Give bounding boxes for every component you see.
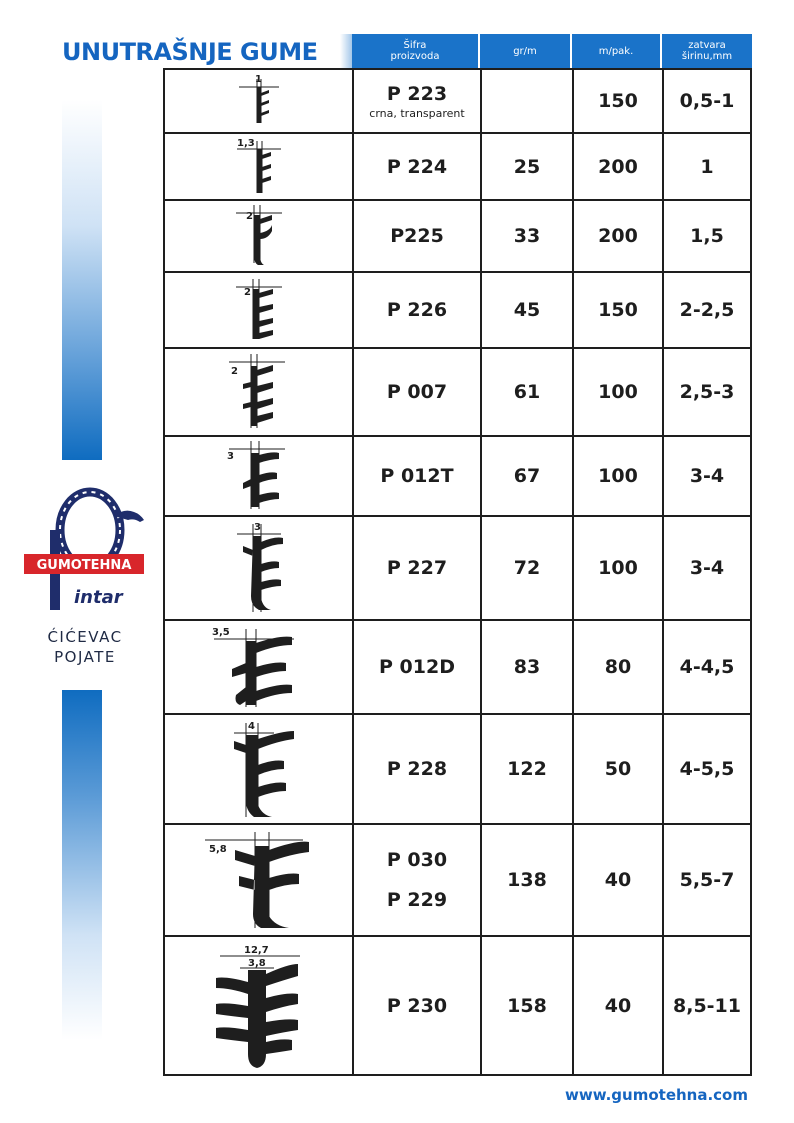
- product-table: [163, 68, 752, 1076]
- table-row: [165, 715, 750, 825]
- product-code: P 226: [352, 273, 480, 347]
- header-zatvara: zatvara širinu,mm: [662, 34, 752, 68]
- closes-width: 0,5-1: [662, 70, 750, 132]
- header-grm: gr/m: [480, 34, 570, 68]
- profile-drawing: [165, 134, 352, 199]
- profile-drawing: [165, 273, 352, 347]
- closes-width: 2-2,5: [662, 273, 750, 347]
- profile-drawing: [165, 70, 352, 132]
- closes-width: 4-4,5: [662, 621, 750, 713]
- profile-p226-icon: [224, 275, 294, 345]
- header-mpak: m/pak.: [572, 34, 660, 68]
- profile-drawing: [165, 715, 352, 823]
- decor-gradient-bar-top: [62, 100, 102, 460]
- table-row: [165, 437, 750, 517]
- product-code-alt: P 229: [386, 889, 448, 911]
- grams-per-meter: 45: [480, 273, 572, 347]
- table-row: [165, 273, 750, 349]
- profile-p228-icon: [214, 717, 304, 821]
- svg-text:5,8: 5,8: [208, 844, 227, 855]
- profile-drawing: [165, 201, 352, 271]
- product-code: P 223: [386, 82, 448, 105]
- closes-width: 3-4: [662, 437, 750, 515]
- profile-drawing: [165, 437, 352, 515]
- table-row: [165, 201, 750, 273]
- meters-per-pack: 150: [572, 273, 662, 347]
- svg-text:3,5: 3,5: [211, 627, 230, 638]
- profile-drawing: [165, 825, 352, 935]
- profile-p030-icon: [199, 828, 319, 932]
- meters-per-pack: 40: [572, 825, 662, 935]
- meters-per-pack: 200: [572, 201, 662, 271]
- logo-brand: GUMOTEHNA: [36, 558, 132, 573]
- closes-width: 8,5-11: [662, 937, 750, 1074]
- table-row: [165, 825, 750, 937]
- meters-per-pack: 80: [572, 621, 662, 713]
- profile-drawing: [165, 937, 352, 1074]
- grams-per-meter: 33: [480, 201, 572, 271]
- grams-per-meter: 25: [480, 134, 572, 199]
- profile-p227-icon: [219, 520, 299, 616]
- closes-width: 2,5-3: [662, 349, 750, 435]
- closes-width: 1: [662, 134, 750, 199]
- grams-per-meter: 67: [480, 437, 572, 515]
- closes-width: 1,5: [662, 201, 750, 271]
- grams-per-meter: 83: [480, 621, 572, 713]
- profile-p012t-icon: [221, 439, 297, 513]
- table-row: [165, 134, 750, 201]
- svg-text:1: 1: [254, 74, 262, 85]
- website-link[interactable]: www.gumotehna.com: [564, 1086, 748, 1104]
- product-code: P225: [352, 201, 480, 271]
- product-code: P 228: [352, 715, 480, 823]
- profile-p007-icon: [221, 352, 297, 432]
- svg-text:12,7: 12,7: [243, 944, 269, 956]
- profile-p012d-icon: [204, 623, 314, 711]
- svg-text:intar: intar: [74, 587, 123, 608]
- grams-per-meter: 61: [480, 349, 572, 435]
- svg-text:2: 2: [245, 211, 253, 222]
- grams-per-meter: 138: [480, 825, 572, 935]
- profile-p223-icon: [229, 73, 289, 129]
- product-code: P 227: [352, 517, 480, 619]
- meters-per-pack: 150: [572, 70, 662, 132]
- city-line-2: POJATE: [54, 648, 116, 666]
- meters-per-pack: 200: [572, 134, 662, 199]
- product-code: P 012D: [352, 621, 480, 713]
- table-row: [165, 517, 750, 621]
- meters-per-pack: 40: [572, 937, 662, 1074]
- product-color: crna, transparent: [369, 106, 465, 120]
- svg-text:3,8: 3,8: [247, 957, 266, 969]
- table-row: [165, 70, 750, 134]
- profile-p225-icon: [224, 203, 294, 269]
- closes-width: 4-5,5: [662, 715, 750, 823]
- city-line-1: ĆIĆEVAC: [47, 628, 123, 646]
- grams-per-meter: 72: [480, 517, 572, 619]
- grams-per-meter: 122: [480, 715, 572, 823]
- svg-text:4: 4: [247, 721, 255, 732]
- profile-p230-icon: [204, 942, 314, 1070]
- table-row: [165, 621, 750, 715]
- grams-per-meter: [480, 70, 572, 132]
- product-code: P 012T: [352, 437, 480, 515]
- profile-drawing: [165, 517, 352, 619]
- product-code: P 230: [352, 937, 480, 1074]
- product-code: P 007: [352, 349, 480, 435]
- svg-text:3: 3: [253, 522, 261, 533]
- profile-p224-icon: [219, 137, 299, 197]
- decor-gradient-bar-bottom: [62, 690, 102, 1040]
- meters-per-pack: 100: [572, 517, 662, 619]
- product-code: P 030: [386, 849, 448, 871]
- svg-text:1,3: 1,3: [236, 137, 255, 149]
- profile-drawing: [165, 621, 352, 713]
- svg-text:3: 3: [226, 451, 234, 462]
- profile-drawing: [165, 349, 352, 435]
- table-row: [165, 349, 750, 437]
- closes-width: 5,5-7: [662, 825, 750, 935]
- svg-text:2: 2: [230, 366, 238, 377]
- gumotehna-logo: [14, 480, 154, 620]
- table-row: [165, 937, 750, 1074]
- meters-per-pack: 100: [572, 437, 662, 515]
- meters-per-pack: 100: [572, 349, 662, 435]
- product-code: P 224: [352, 134, 480, 199]
- meters-per-pack: 50: [572, 715, 662, 823]
- header-code: Šifra proizvoda: [352, 34, 478, 68]
- svg-text:2: 2: [243, 287, 251, 298]
- closes-width: 3-4: [662, 517, 750, 619]
- grams-per-meter: 158: [480, 937, 572, 1074]
- page-title: UNUTRAŠNJE GUME: [62, 38, 318, 66]
